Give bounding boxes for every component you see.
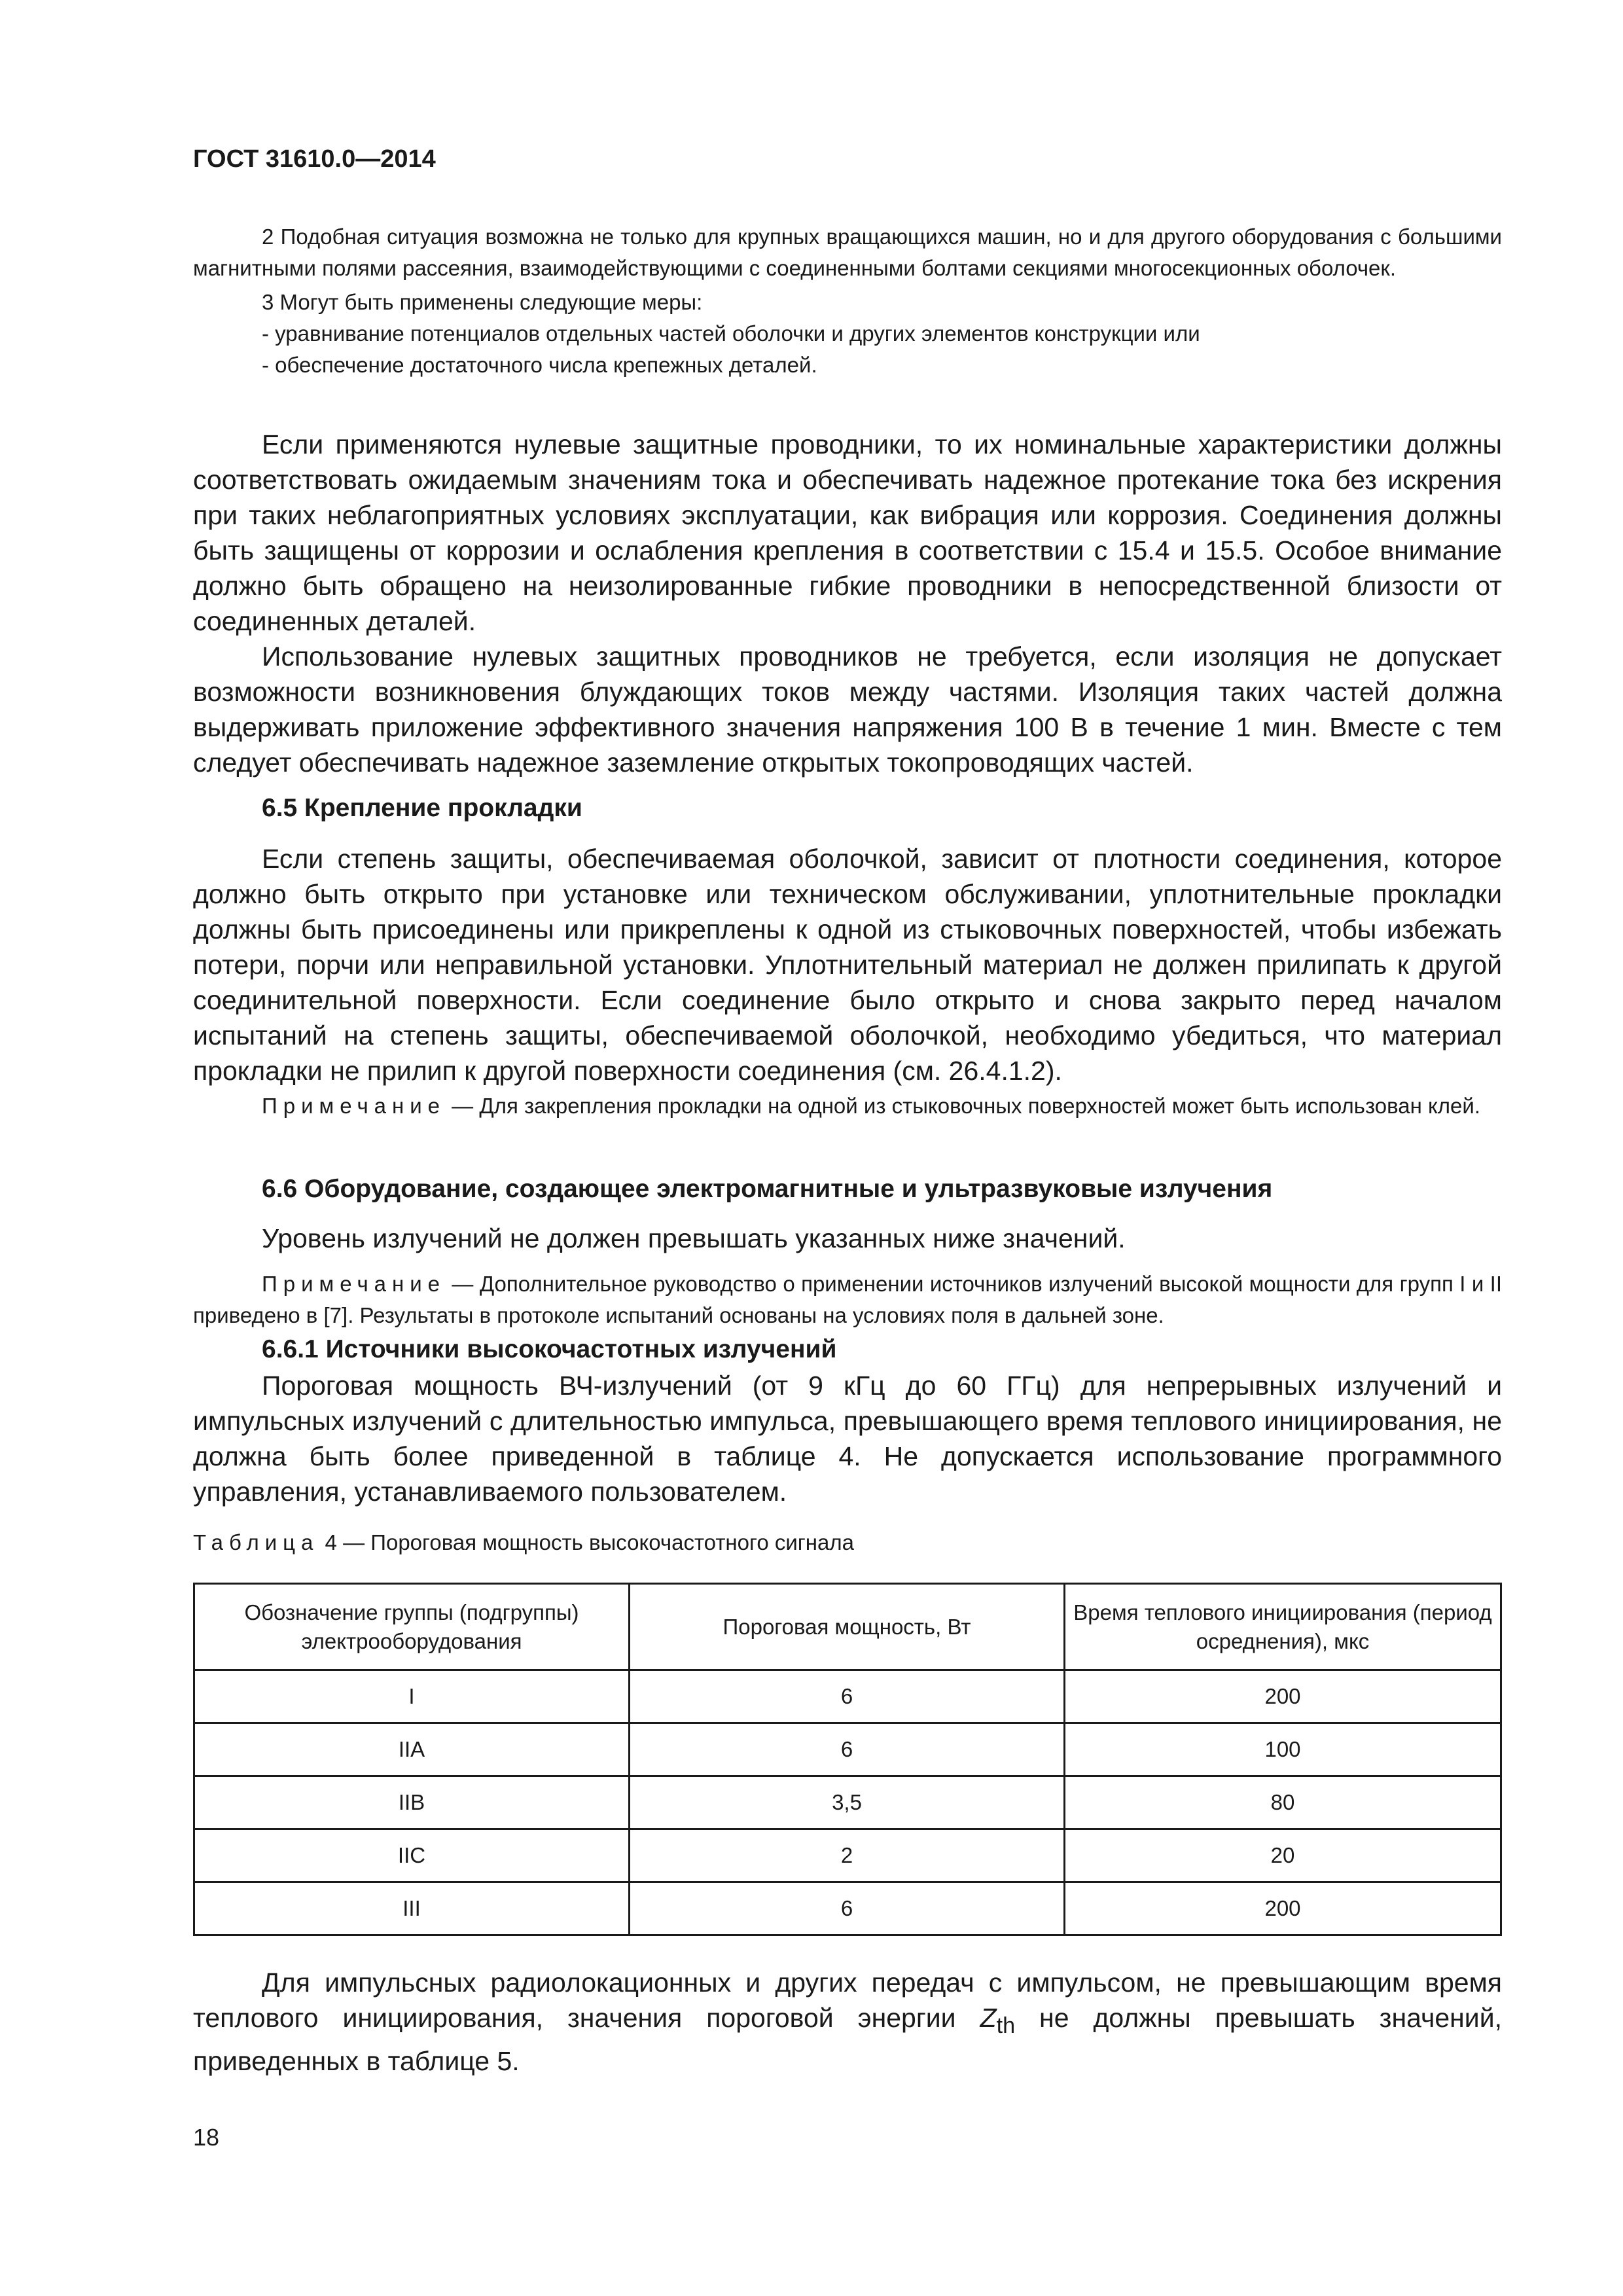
paragraph: Если применяются нулевые защитные проводники, то их номинальные характеристики должны соответствовать ожидаемым значениям тока и обеспечивать надежное протекание тока без искрения при таких неблагоприятных условиях эксплуатации, как вибрация или коррозия. Соединения должны быть защищены от коррозии и ослабления крепления в соответствии с 15.4 и 15.5. Особое внимание должно быть обращено на неизолированные гибкие проводники в непосредственной близости от соединенных деталей.: [193, 429, 1502, 636]
table-cell: IIC: [194, 1829, 630, 1882]
note-text: — Для закрепления прокладки на одной из стыковочных поверхностей может быть использован клей.: [446, 1094, 1481, 1118]
paragraph: Уровень излучений не должен превышать указанных ниже значений.: [262, 1223, 1126, 1253]
table-4: [193, 1583, 1502, 1936]
note-dash-1: - уравнивание потенциалов отдельных частей оболочки и других элементов конструкции или: [262, 321, 1200, 346]
table-caption-label: Таблица: [193, 1530, 319, 1554]
page-number: 18: [193, 2124, 220, 2151]
note-dash-2: - обеспечение достаточного числа крепежных деталей.: [262, 353, 817, 377]
section-6-6-note: [193, 1268, 1502, 1331]
table-row: [194, 1723, 1501, 1776]
table-cell: IIA: [194, 1723, 630, 1776]
paragraph: Пороговая мощность ВЧ-излучений (от 9 кГц до 60 ГГц) для непрерывных излучений и импульсных излучений с длительностью импульса, превышающего время теплового инициирования, не должна быть более приведенной в таблице 4. Не допускается использование программного управления, устанавливаемого пользователем.: [193, 1371, 1502, 1507]
table-header-cell: Пороговая мощность, Вт: [630, 1584, 1065, 1670]
document-header: ГОСТ 31610.0—2014: [193, 145, 436, 173]
table-row: [194, 1776, 1501, 1829]
table-caption-text: 4 — Пороговая мощность высокочастотного сигнала: [319, 1530, 854, 1554]
symbol-z: Z: [980, 2003, 997, 2033]
table-row: [194, 1670, 1501, 1723]
note-label: Примечание: [262, 1094, 446, 1118]
note-label: Примечание: [262, 1272, 446, 1296]
section-6-5-text: [193, 841, 1502, 1088]
section-6-5-note: [193, 1090, 1502, 1122]
note-3: 3 Могут быть применены следующие меры:: [262, 290, 703, 314]
table-cell: 6: [630, 1723, 1065, 1776]
table-cell: IIB: [194, 1776, 630, 1829]
final-text-1: Для импульсных радиолокационных и других передач с импульсом, не превышающим время теплового инициирования, значения пороговой энергии: [193, 1967, 1502, 2033]
table-header-row: [194, 1584, 1501, 1670]
table-cell: 200: [1065, 1670, 1501, 1723]
section-6-6-1-text: [193, 1368, 1502, 1509]
table-cell: 100: [1065, 1723, 1501, 1776]
table-row: [194, 1829, 1501, 1882]
table-4-caption: [193, 1530, 1502, 1555]
section-6-6-heading: 6.6 Оборудование, создающее электромагнитные и ультразвуковые излучения: [262, 1175, 1273, 1203]
final-paragraph: [193, 1965, 1502, 2079]
notes-top: [193, 221, 1502, 381]
section-6-6-1-heading: 6.6.1 Источники высокочастотных излучений: [262, 1335, 837, 1363]
table-cell: 200: [1065, 1882, 1501, 1935]
table-cell: III: [194, 1882, 630, 1935]
table-cell: I: [194, 1670, 630, 1723]
section-6-6-text: [193, 1221, 1502, 1256]
table-cell: 6: [630, 1882, 1065, 1935]
note-text: — Дополнительное руководство о применении источников излучений высокой мощности для групп I и II приведено в [7]. Результаты в протоколе испытаний основаны на условиях поля в дальней зоне.: [193, 1272, 1502, 1327]
section-6-5-heading: 6.5 Крепление прокладки: [262, 794, 582, 822]
paragraph: Использование нулевых защитных проводников не требуется, если изоляция не допускает возможности возникновения блуждающих токов между частями. Изоляция таких частей должна выдерживать приложение эффективного значения напряжения 100 В в течение 1 мин. Вместе с тем следует обеспечивать надежное заземление открытых токопроводящих частей.: [193, 641, 1502, 778]
note-2: 2 Подобная ситуация возможна не только для крупных вращающихся машин, но и для другого оборудования с большими магнитными полями рассеяния, взаимодействующими с соединенными болтами секциями многосекционных оболочек.: [193, 224, 1502, 280]
table-cell: 3,5: [630, 1776, 1065, 1829]
table-cell: 20: [1065, 1829, 1501, 1882]
table-cell: 6: [630, 1670, 1065, 1723]
table-cell: 2: [630, 1829, 1065, 1882]
table-header-cell: Время теплового инициирования (период осреднения), мкс: [1065, 1584, 1501, 1670]
subscript-th: th: [996, 2013, 1016, 2039]
table-cell: 80: [1065, 1776, 1501, 1829]
table-header-cell: Обозначение группы (подгруппы) электрооборудования: [194, 1584, 630, 1670]
final-text-2: не должны превышать значений, приведенных в таблице 5.: [193, 2003, 1502, 2077]
body-block-a: [193, 427, 1502, 780]
paragraph: Если степень защиты, обеспечиваемая оболочкой, зависит от плотности соединения, которое должно быть открыто при установке или техническом обслуживании, уплотнительные прокладки должны быть присоединены или прикреплены к одной из стыковочных поверхностей, чтобы избежать потери, порчи или неправильной установки. Уплотнительный материал не должен прилипать к другой соединительной поверхности. Если соединение было открыто и снова закрыто перед началом испытаний на степень защиты, обеспечиваемой оболочкой, необходимо убедиться, что материал прокладки не прилип к другой поверхности соединения (см. 26.4.1.2).: [193, 844, 1502, 1086]
table-row: [194, 1882, 1501, 1935]
